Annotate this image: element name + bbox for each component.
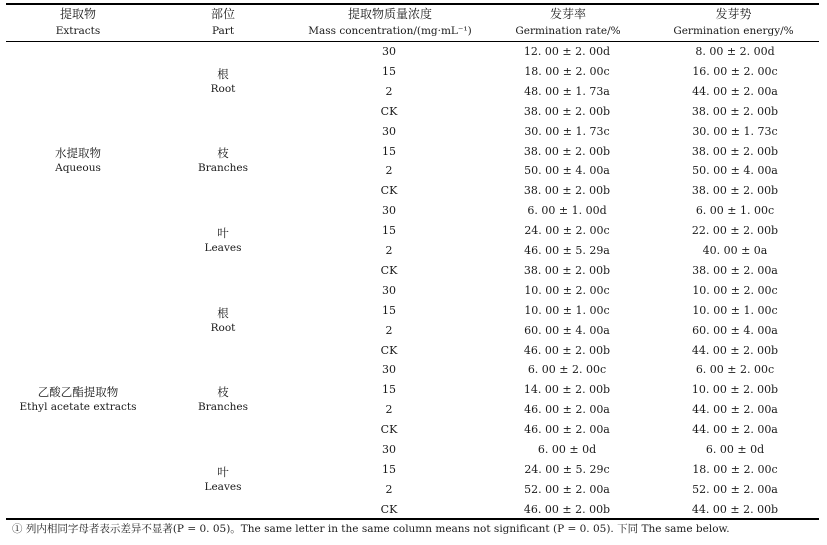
germination-rate-cell: 14. 00 ± 2. 00b xyxy=(523,383,611,397)
concentration-cell: 15 xyxy=(382,462,396,476)
concentration-cell: CK xyxy=(380,502,398,516)
germination-rate-cell: 38. 00 ± 2. 00b xyxy=(523,263,611,277)
concentration-cell: 30 xyxy=(382,45,396,58)
germination-rate-cell: 38. 00 ± 2. 00b xyxy=(523,144,611,158)
germination-energy-cell: 10. 00 ± 2. 00c xyxy=(692,283,778,297)
concentration-cell: 15 xyxy=(382,303,396,317)
germination-energy-cell: 8. 00 ± 2. 00d xyxy=(695,45,775,58)
germination-rate-cell: 10. 00 ± 2. 00c xyxy=(524,283,610,297)
extract-group-label xyxy=(6,385,150,415)
germination-rate-cell: 6. 00 ± 2. 00c xyxy=(527,363,607,377)
header-extracts-en: Extracts xyxy=(55,25,101,37)
extract-group-label-en: Ethyl acetate extracts xyxy=(19,401,137,414)
part-label xyxy=(160,146,286,176)
germination-energy-cell: 18. 00 ± 2. 00c xyxy=(692,462,778,476)
germination-rate-cell: 24. 00 ± 2. 00c xyxy=(524,224,610,238)
germination-energy-cell: 38. 00 ± 2. 00b xyxy=(691,184,779,198)
concentration-cell: CK xyxy=(380,104,398,118)
part-label-zh: 枝 xyxy=(217,385,229,400)
extract-group-label-zh: 水提取物 xyxy=(55,146,101,161)
germination-energy-cell: 44. 00 ± 2. 00a xyxy=(692,403,778,417)
germination-energy-cell: 6. 00 ± 2. 00c xyxy=(695,363,775,377)
germination-rate-cell: 46. 00 ± 2. 00a xyxy=(524,423,610,437)
germination-energy-cell: 44. 00 ± 2. 00a xyxy=(692,84,778,98)
germination-energy-cell: 50. 00 ± 4. 00a xyxy=(692,164,778,178)
germination-energy-cell: 38. 00 ± 2. 00b xyxy=(691,104,779,118)
header-germination-energy-en: Germination energy/% xyxy=(673,25,794,37)
germination-energy-cell: 52. 00 ± 2. 00a xyxy=(692,482,778,496)
germination-energy-cell: 38. 00 ± 2. 00b xyxy=(691,144,779,158)
concentration-cell: 2 xyxy=(385,84,393,98)
concentration-cell: CK xyxy=(380,423,398,437)
concentration-cell: 2 xyxy=(385,164,393,178)
germination-rate-cell: 50. 00 ± 4. 00a xyxy=(524,164,610,178)
part-label-zh: 根 xyxy=(217,305,229,320)
germination-rate-cell: 12. 00 ± 2. 00d xyxy=(523,45,611,58)
germination-energy-cell: 38. 00 ± 2. 00a xyxy=(692,263,778,277)
germination-rate-cell: 60. 00 ± 4. 00a xyxy=(524,323,610,337)
concentration-cell: 2 xyxy=(385,482,393,496)
extract-group-label-zh: 乙酸乙酯提取物 xyxy=(37,385,119,400)
germination-energy-cell: 10. 00 ± 1. 00c xyxy=(692,303,778,317)
germination-energy-cell: 44. 00 ± 2. 00a xyxy=(692,423,778,437)
header-part-zh: 部位 xyxy=(210,7,235,21)
germination-energy-cell: 6. 00 ± 1. 00c xyxy=(695,204,775,218)
germination-energy-cell: 40. 00 ± 0a xyxy=(702,244,768,257)
germination-energy-cell: 44. 00 ± 2. 00b xyxy=(691,343,779,357)
header-concentration-zh: 提取物质量浓度 xyxy=(347,7,432,21)
germination-rate-cell: 46. 00 ± 2. 00b xyxy=(523,343,611,357)
concentration-cell: 2 xyxy=(385,323,393,337)
germination-energy-cell: 10. 00 ± 2. 00b xyxy=(691,383,779,397)
header-germination-rate-en: Germination rate/% xyxy=(515,25,621,37)
germination-rate-cell: 46. 00 ± 2. 00b xyxy=(523,502,611,516)
part-label xyxy=(160,465,286,495)
part-label xyxy=(160,385,286,415)
germination-rate-cell: 46. 00 ± 2. 00a xyxy=(524,403,610,417)
part-label-en: Root xyxy=(210,321,236,334)
part-label-en: Leaves xyxy=(204,242,242,255)
header-extracts-zh: 提取物 xyxy=(59,7,96,21)
germination-rate-cell: 30. 00 ± 1. 73c xyxy=(524,124,610,138)
germination-rate-cell: 18. 00 ± 2. 00c xyxy=(524,64,610,78)
concentration-cell: 2 xyxy=(385,403,393,417)
concentration-cell: 15 xyxy=(382,224,396,238)
concentration-cell: 30 xyxy=(382,204,396,218)
part-label-zh: 枝 xyxy=(217,146,229,161)
germination-energy-cell: 60. 00 ± 4. 00a xyxy=(692,323,778,337)
germination-energy-cell: 30. 00 ± 1. 73c xyxy=(692,124,778,138)
germination-rate-cell: 24. 00 ± 5. 29c xyxy=(524,462,610,476)
concentration-cell: CK xyxy=(380,263,398,277)
extract-group-label-en: Aqueous xyxy=(55,162,101,175)
germination-energy-cell: 44. 00 ± 2. 00b xyxy=(691,502,779,516)
concentration-cell: 15 xyxy=(382,64,396,78)
concentration-cell: 15 xyxy=(382,383,396,397)
concentration-cell: 15 xyxy=(382,144,396,158)
germination-rate-cell: 46. 00 ± 5. 29a xyxy=(524,244,610,257)
concentration-cell: CK xyxy=(380,184,398,198)
concentration-cell: 30 xyxy=(382,283,396,297)
part-label-zh: 叶 xyxy=(217,464,229,479)
germination-energy-cell: 22. 00 ± 2. 00b xyxy=(691,224,779,238)
germination-rate-cell: 10. 00 ± 1. 00c xyxy=(524,303,610,317)
part-label-en: Branches xyxy=(197,162,248,175)
header-germination-rate-zh: 发芽率 xyxy=(549,7,586,21)
germination-rate-cell: 48. 00 ± 1. 73a xyxy=(524,84,610,98)
footnote: ① 列内相同字母者表示差异不显著(P = 0. 05)。The same letter in the same column means not significant (P = 0. 05). 下同 The same below. xyxy=(12,523,730,535)
part-label-en: Root xyxy=(210,82,236,95)
germination-energy-cell: 16. 00 ± 2. 00c xyxy=(692,64,778,78)
header-concentration-en: Mass concentration/(mg·mL⁻¹) xyxy=(308,25,472,37)
germination-rate-cell: 38. 00 ± 2. 00b xyxy=(523,184,611,198)
germination-energy-cell: 6. 00 ± 0d xyxy=(705,443,765,456)
part-label-en: Branches xyxy=(197,401,248,414)
part-label xyxy=(160,67,286,97)
header-germination-energy-zh: 发芽势 xyxy=(715,7,752,21)
part-label-zh: 根 xyxy=(217,66,229,81)
concentration-cell: CK xyxy=(380,343,398,357)
germination-rate-cell: 52. 00 ± 2. 00a xyxy=(524,482,610,496)
concentration-cell: 30 xyxy=(382,363,396,377)
concentration-cell: 2 xyxy=(385,244,393,257)
concentration-cell: 30 xyxy=(382,124,396,138)
extract-group-label xyxy=(6,146,150,176)
header-part-en: Part xyxy=(211,25,235,37)
concentration-cell: 30 xyxy=(382,443,396,456)
part-label-zh: 叶 xyxy=(217,226,229,241)
germination-rate-cell: 6. 00 ± 0d xyxy=(537,443,597,456)
germination-rate-cell: 38. 00 ± 2. 00b xyxy=(523,104,611,118)
part-label xyxy=(160,226,286,256)
part-label-en: Leaves xyxy=(204,480,242,493)
part-label xyxy=(160,306,286,336)
germination-rate-cell: 6. 00 ± 1. 00d xyxy=(527,204,607,218)
